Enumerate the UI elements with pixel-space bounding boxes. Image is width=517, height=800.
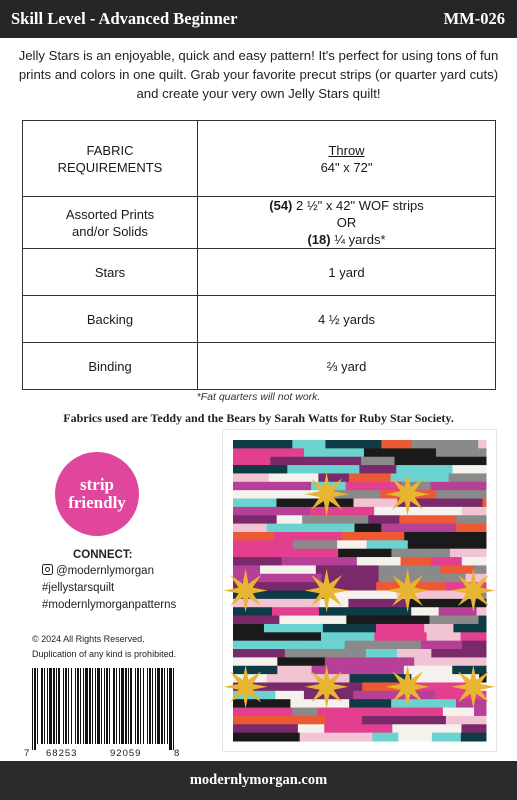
barcode-bar: [89, 668, 91, 744]
quilt-strip: [316, 565, 379, 574]
quilt-strip: [439, 607, 477, 616]
instagram-handle: @modernlymorgan: [56, 565, 154, 577]
quilt-strip: [362, 716, 446, 725]
quilt-strip: [272, 607, 320, 616]
barcode-bar: [77, 668, 79, 744]
row-amount: 4 ½ yards: [198, 296, 496, 343]
quilt-strip: [474, 708, 486, 717]
quilt-strip: [233, 632, 322, 641]
quilt-strip: [392, 724, 462, 733]
quilt-strip: [233, 641, 296, 650]
row-amount-line1: [202, 197, 491, 214]
quilt-strip: [304, 448, 364, 457]
quilt-strip: [233, 699, 291, 708]
barcode-bar: [83, 668, 84, 744]
quilt-strip: [381, 524, 456, 533]
website-url: modernlymorgan.com: [189, 772, 328, 788]
quilt-strip: [300, 733, 373, 742]
table-row: [23, 296, 496, 343]
quilt-strip: [233, 465, 288, 474]
fat-quarter-note: *Fat quarters will not work.: [196, 391, 321, 403]
barcode-bar: [130, 668, 132, 744]
barcode-bars: [32, 668, 176, 750]
quilt-strip: [233, 666, 278, 675]
barcode-bar: [125, 668, 127, 744]
barcode-bar: [44, 668, 45, 744]
header-bar: [0, 0, 517, 38]
barcode-bar: [167, 668, 168, 744]
quilt-strip: [359, 465, 396, 474]
quilt-strip: [277, 515, 303, 524]
barcode: [24, 668, 182, 764]
barcode-bar: [71, 668, 72, 744]
quilt-strip: [396, 465, 453, 474]
intro-text: Jelly Stars is an enjoyable, quick and easy pattern! It's perfect for using tons of fun prints and colors in one quilt. Grab your favorite precut strips (or quarter yard cuts) and create your very own Jelly Stars quilt!: [18, 48, 499, 101]
quilt-strip: [361, 457, 395, 466]
quilt-strip: [364, 448, 437, 457]
quilt-strip: [449, 473, 487, 482]
quilt-strip: [342, 532, 405, 541]
barcode-bar: [164, 668, 165, 744]
quilt-strip: [429, 616, 479, 625]
footer-bar: [0, 761, 517, 800]
quilt-strip: [279, 616, 346, 625]
quilt-strip: [401, 557, 432, 566]
barcode-bar: [53, 668, 55, 744]
quilt-strip: [391, 699, 456, 708]
quilt-strip: [282, 557, 358, 566]
row-amount: [198, 197, 496, 249]
barcode-bar: [109, 668, 110, 744]
table-heading-line2: REQUIREMENTS: [57, 159, 163, 175]
barcode-bar: [75, 668, 76, 744]
quilt-strip: [277, 666, 312, 675]
hashtag-jellystars: #jellystarsquilt: [42, 582, 115, 594]
barcode-bar: [37, 668, 38, 744]
barcode-bar: [63, 668, 64, 744]
quilt-strip: [275, 691, 304, 700]
barcode-bar: [121, 668, 124, 744]
quilt-strip: [233, 607, 273, 616]
quilt-strip: [267, 524, 355, 533]
size-cell: [198, 121, 496, 197]
quilt-strip: [368, 515, 400, 524]
quilt-strip: [461, 632, 487, 641]
quilt-strip: [325, 657, 415, 666]
quilt-strip: [293, 540, 338, 549]
barcode-bar: [113, 668, 115, 744]
table-heading-cell: [23, 121, 198, 197]
barcode-bar: [116, 668, 117, 744]
quilt-strip: [424, 624, 454, 633]
quilt-strip: [456, 524, 487, 533]
size-dimensions: 64" x 72": [320, 159, 373, 175]
quilt-strip: [318, 473, 349, 482]
quilt-strip: [325, 440, 382, 449]
copyright-line1: © 2024 All Rights Reserved.: [32, 634, 145, 644]
quilt-strip: [431, 482, 487, 491]
quilt-strip: [274, 532, 311, 541]
quilt-strip: [404, 532, 486, 541]
quilt-strip: [349, 473, 391, 482]
quilt-strip: [323, 624, 377, 633]
table-heading-line1: FABRIC: [86, 142, 134, 158]
row-amount: ⅔ yard: [198, 343, 496, 390]
quilt-strip: [462, 507, 487, 516]
quilt-strip: [325, 716, 362, 725]
barcode-bar: [137, 668, 139, 744]
quilt-strip: [461, 733, 487, 742]
quilt-strip: [398, 733, 432, 742]
barcode-bar: [85, 668, 88, 744]
quilt-strip: [345, 641, 422, 650]
quilt-strip: [462, 641, 486, 650]
barcode-bar: [147, 668, 148, 744]
quilt-strip: [478, 440, 486, 449]
quilt-strip: [453, 624, 486, 633]
hashtag-modernlymorgan: #modernlymorganpatterns: [42, 599, 177, 611]
barcode-bar: [169, 668, 172, 750]
quilt-strip: [404, 666, 453, 675]
instagram-handle-row: [42, 563, 179, 580]
quilt-strip: [422, 507, 463, 516]
quilt-strip: [483, 499, 487, 508]
quilt-strip: [311, 532, 342, 541]
quilt-strip: [391, 549, 450, 558]
quilt-strip: [270, 457, 361, 466]
quilt-strip: [397, 649, 432, 658]
barcode-bar: [157, 668, 160, 744]
quilt-strip: [321, 574, 379, 583]
quilt-strip: [395, 457, 487, 466]
barcode-bar: [119, 668, 120, 744]
quilt-strip: [474, 565, 486, 574]
quilt-strip: [233, 724, 298, 733]
quilt-strip: [475, 549, 486, 558]
quilt-star: [224, 569, 268, 613]
barcode-bar: [65, 668, 67, 744]
quilt-strip: [233, 473, 269, 482]
quilt-strip: [233, 499, 277, 508]
barcode-bar: [135, 668, 136, 744]
quilt-strip: [310, 507, 374, 516]
pattern-code: MM-026: [443, 9, 505, 28]
quilt-strip: [319, 607, 412, 616]
quilt-strip: [372, 733, 398, 742]
quilt-strip: [411, 607, 439, 616]
instagram-icon: [42, 564, 53, 575]
quilt-strip: [233, 624, 264, 633]
quilt-strip: [233, 657, 278, 666]
quilt-strip: [450, 549, 476, 558]
barcode-bar: [140, 668, 141, 744]
quilt-strip: [379, 565, 441, 574]
quilt-strip: [292, 708, 318, 717]
quilt-strip: [321, 632, 375, 641]
barcode-bar: [101, 668, 102, 744]
barcode-bar: [128, 668, 129, 744]
quilt-strip: [233, 532, 275, 541]
quilt-strip: [233, 448, 305, 457]
quilt-strip: [233, 440, 293, 449]
quilt-strip: [298, 724, 325, 733]
quilt-strip: [462, 557, 487, 566]
quilt-strip: [270, 549, 339, 558]
barcode-group2: 92059: [110, 748, 142, 759]
quilt-strip: [399, 515, 456, 524]
barcode-bar: [80, 668, 81, 744]
barcode-bar: [143, 668, 144, 744]
quilt-strip: [292, 440, 326, 449]
quilt-strip: [233, 649, 285, 658]
quilt-strip: [432, 733, 461, 742]
quilt-strip: [374, 507, 422, 516]
quilt-strip: [233, 482, 312, 491]
barcode-bar: [58, 668, 60, 744]
quilt-strip: [277, 657, 325, 666]
quilt-strip: [353, 691, 436, 700]
badge-line1: strip: [80, 475, 114, 494]
row-amount: 1 yard: [198, 249, 496, 296]
quilt-strip: [436, 490, 486, 499]
row-label: Backing: [23, 296, 198, 343]
quilt-strip: [346, 482, 403, 491]
barcode-bar: [149, 668, 151, 744]
barcode-bar: [41, 668, 43, 744]
quilt-strip: [296, 641, 346, 650]
quilt-strip: [338, 549, 392, 558]
quilt-strip: [233, 524, 267, 533]
quilt-strip: [357, 557, 401, 566]
barcode-bar: [95, 668, 96, 744]
quilt-strip: [260, 565, 316, 574]
badge-line2: friendly: [68, 493, 126, 512]
row-label: Stars: [23, 249, 198, 296]
strip-count: (54): [269, 198, 293, 213]
quarter-count: (18): [307, 232, 331, 247]
quilt-strip: [233, 540, 293, 549]
quilt-strip: [412, 440, 479, 449]
quilt-strip: [349, 699, 391, 708]
quilt-strip: [443, 708, 475, 717]
quilt-strip: [302, 515, 369, 524]
connect-heading: CONNECT:: [73, 549, 133, 561]
quilt-strip: [431, 557, 462, 566]
barcode-bar: [152, 668, 153, 744]
barcode-bar: [104, 668, 105, 744]
quilt-strip: [456, 515, 486, 524]
quilt-strip: [264, 624, 323, 633]
quilt-strip: [317, 708, 375, 717]
quilt-illustration: [223, 430, 496, 751]
quilt-strip: [346, 616, 430, 625]
quilt-strip: [408, 540, 487, 549]
barcode-bar: [47, 668, 48, 744]
table-header-row: [23, 121, 496, 197]
barcode-bar: [49, 668, 52, 744]
fabrics-used: Fabrics used are Teddy and the Bears by Sarah Watts for Ruby Star Society.: [63, 411, 454, 425]
strip-size: 2 ½" x 42" WOF strips: [292, 198, 424, 213]
barcode-bar: [155, 668, 156, 744]
quilt-strip: [441, 565, 475, 574]
barcode-bar: [92, 668, 93, 744]
quilt-strip: [233, 616, 280, 625]
quilt-strip: [446, 716, 487, 725]
row-label-line1: Assorted Prints: [65, 206, 155, 222]
quilt-strip: [427, 632, 461, 641]
barcode-digit-right: 8: [174, 748, 180, 759]
row-label: Binding: [23, 343, 198, 390]
barcode-bar: [173, 668, 174, 750]
quilt-strip: [414, 657, 486, 666]
quilt-strip: [376, 624, 425, 633]
barcode-group1: 68253: [46, 748, 78, 759]
quilt-strip: [233, 565, 261, 574]
barcode-bar: [161, 668, 163, 744]
quilt-strip: [366, 649, 398, 658]
quilt-strip: [456, 699, 486, 708]
quilt-strip: [287, 465, 360, 474]
quilt-strip: [233, 716, 326, 725]
row-amount-line2: [202, 231, 491, 248]
quilt-strip: [375, 708, 444, 717]
quilt-strip: [477, 607, 487, 616]
skill-level: Skill Level - Advanced Beginner: [11, 9, 238, 28]
quilt-strip: [453, 465, 487, 474]
table-row: [23, 249, 496, 296]
quilt-strip: [374, 632, 427, 641]
row-label-line2: and/or Solids: [72, 223, 148, 239]
barcode-bar: [106, 668, 108, 744]
quilt-strip: [285, 649, 367, 658]
quilt-strip: [233, 515, 277, 524]
quilt-strip: [421, 641, 463, 650]
quilt-strip: [381, 440, 412, 449]
quilt-strip: [233, 507, 311, 516]
quilt-strip: [269, 473, 319, 482]
barcode-bar: [56, 668, 57, 744]
quilt-strip: [233, 557, 282, 566]
table-row: [23, 343, 496, 390]
barcode-bar: [32, 668, 33, 750]
quilt-strip: [452, 666, 486, 675]
barcode-bar: [34, 668, 36, 750]
quilt-strip: [353, 499, 397, 508]
row-amount-or: OR: [336, 215, 357, 230]
quilt-strip: [379, 574, 467, 583]
barcode-digit-left: 7: [24, 748, 30, 759]
barcode-bar: [97, 668, 100, 744]
quilt-strip: [233, 457, 271, 466]
quilt-strip: [431, 649, 486, 658]
quilt-strip: [324, 724, 393, 733]
copyright-line2: Duplication of any kind is prohibited.: [32, 649, 177, 659]
connect-section: [29, 548, 179, 614]
quilt-strip: [436, 448, 487, 457]
quilt-strip: [233, 549, 270, 558]
quilt-strip: [479, 616, 487, 625]
quilt-strip: [354, 524, 381, 533]
copyright: [32, 632, 176, 662]
quilt-strip: [337, 540, 367, 549]
quilt-strip: [461, 724, 486, 733]
quilt-strip: [233, 708, 293, 717]
strip-friendly-badge: [55, 452, 139, 536]
quarter-size: ¼ yards*: [330, 232, 386, 247]
table-row: [23, 197, 496, 249]
size-name: Throw: [328, 142, 365, 158]
row-label: [23, 197, 198, 249]
quilt-strip: [367, 540, 409, 549]
barcode-bar: [68, 668, 69, 744]
quilt-image: [223, 430, 496, 751]
quilt-strip: [233, 733, 300, 742]
fabric-requirements-table: [22, 120, 496, 390]
